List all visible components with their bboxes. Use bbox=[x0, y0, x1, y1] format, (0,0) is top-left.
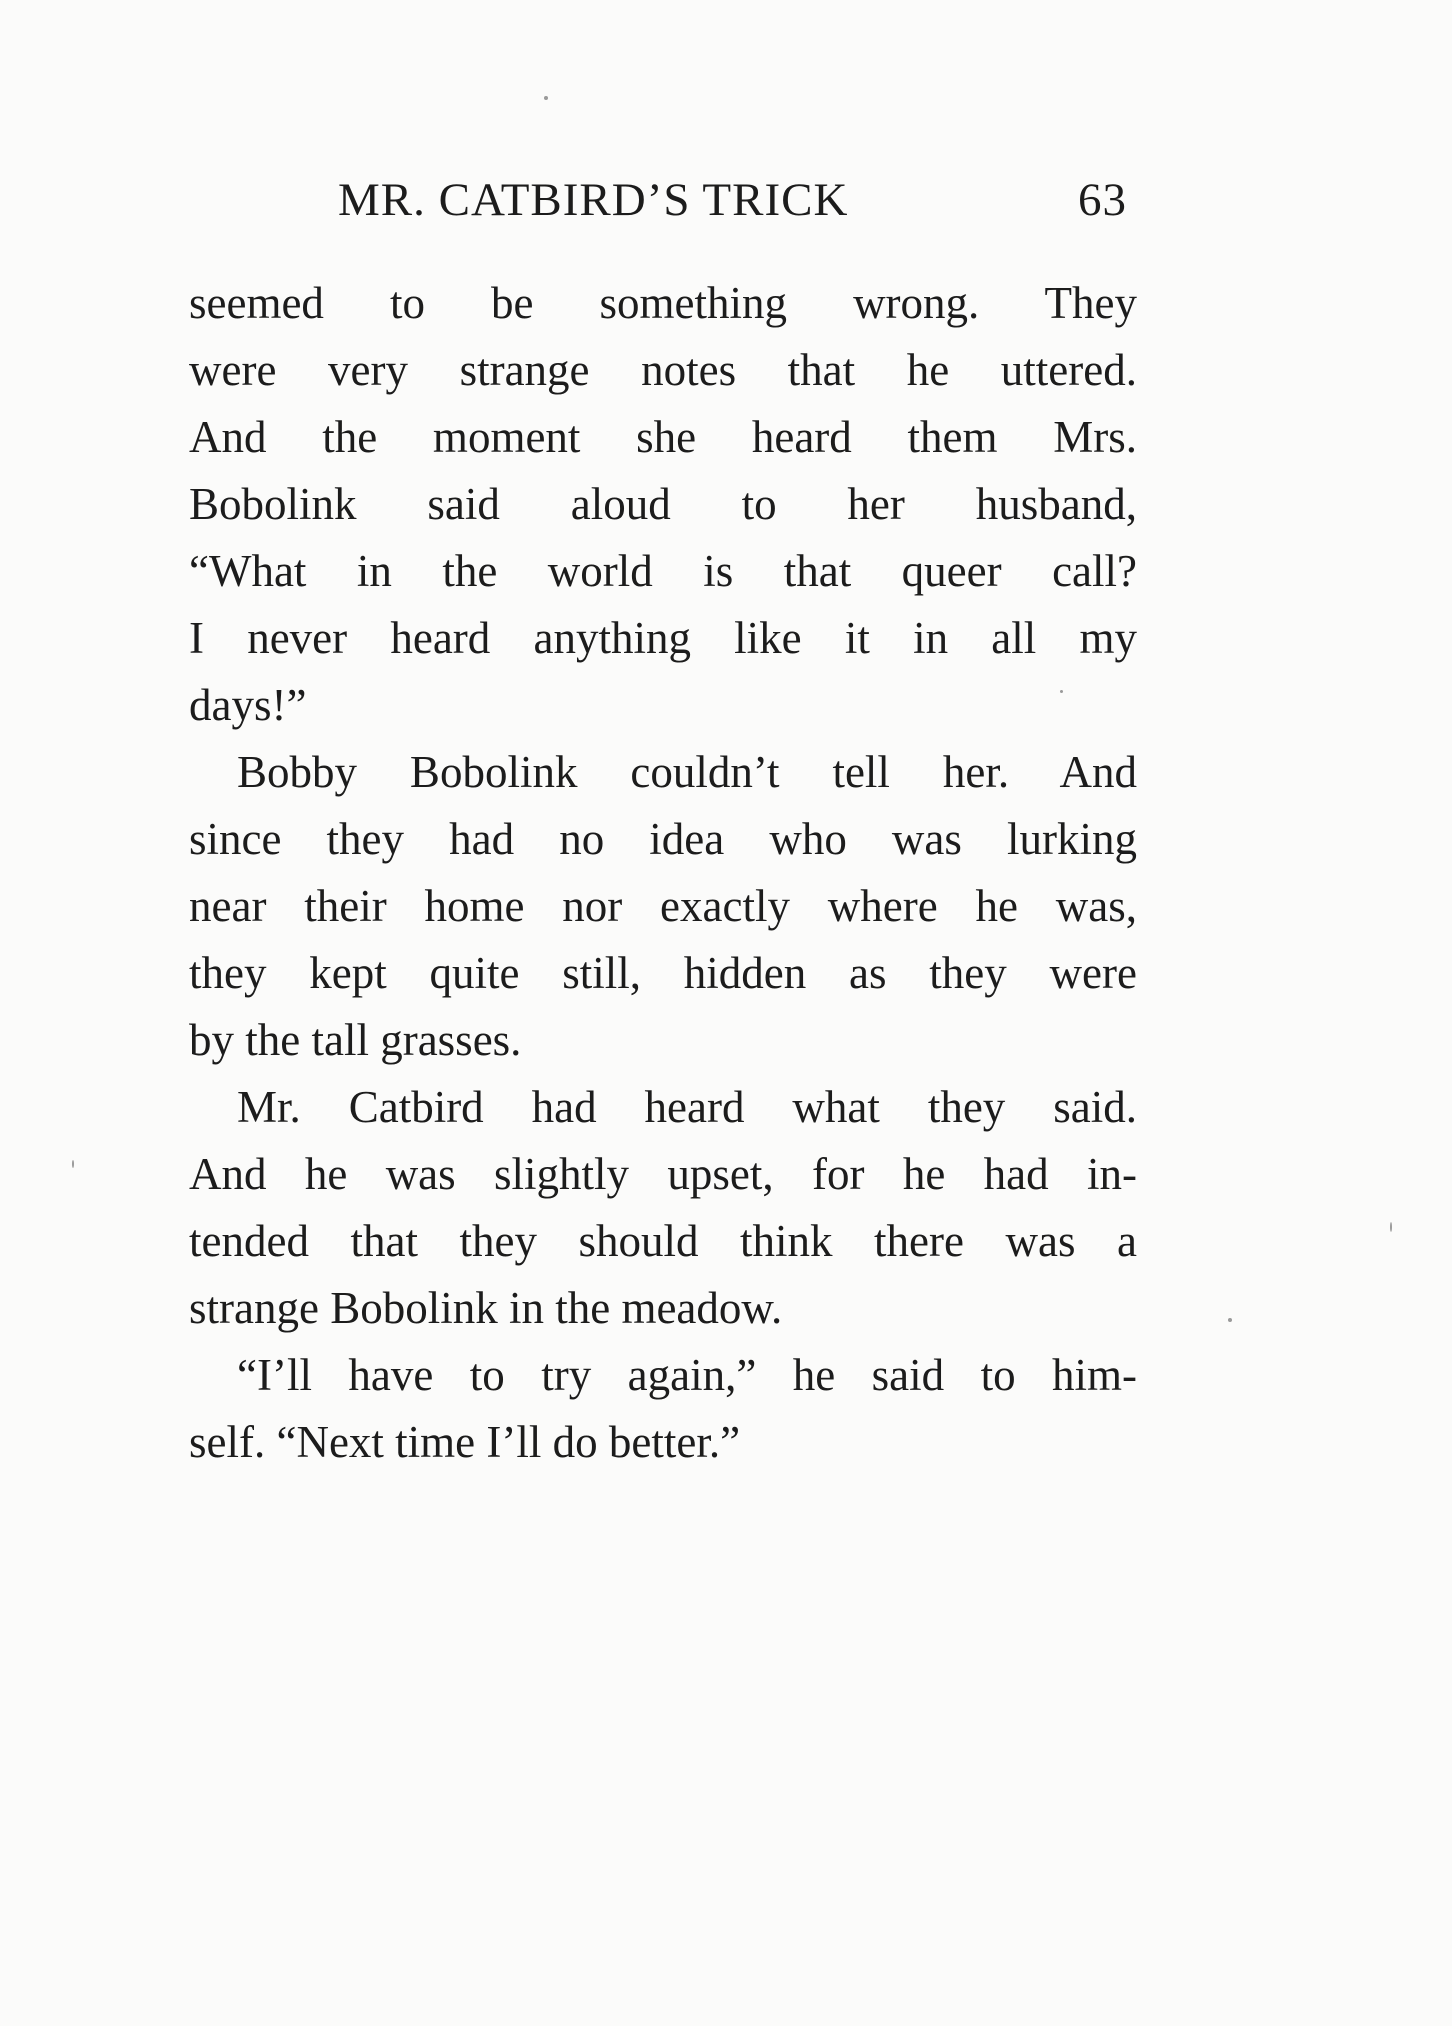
running-head bbox=[338, 170, 1138, 230]
text-line: Bobolink said aloud to her husband, bbox=[189, 479, 1137, 529]
running-title: MR. CATBIRD’S TRICK bbox=[338, 174, 849, 226]
text-line: “What in the world is that queer call? bbox=[189, 546, 1137, 596]
text-line: they kept quite still, hidden as they were bbox=[189, 948, 1137, 998]
text-line: seemed to be something wrong. They bbox=[189, 278, 1137, 328]
text-line: And the moment she heard them Mrs. bbox=[189, 412, 1137, 462]
scan-speck bbox=[72, 1160, 74, 1168]
scan-speck bbox=[1228, 1318, 1232, 1322]
page-number: 63 bbox=[1078, 174, 1127, 226]
text-line: “I’ll have to try again,” he said to him- bbox=[237, 1350, 1137, 1400]
text-line: tended that they should think there was a bbox=[189, 1216, 1137, 1266]
text-line: self. “Next time I’ll do better.” bbox=[189, 1417, 741, 1467]
body-text bbox=[189, 270, 1137, 1476]
text-line: Mr. Catbird had heard what they said. bbox=[237, 1082, 1137, 1132]
text-line: were very strange notes that he uttered. bbox=[189, 345, 1137, 395]
scan-speck bbox=[1390, 1222, 1392, 1232]
text-line: days!” bbox=[189, 680, 307, 730]
text-line: And he was slightly upset, for he had in- bbox=[189, 1149, 1137, 1199]
text-line: near their home nor exactly where he was, bbox=[189, 881, 1137, 931]
text-line: strange Bobolink in the meadow. bbox=[189, 1283, 783, 1333]
text-line: Bobby Bobolink couldn’t tell her. And bbox=[237, 747, 1137, 797]
text-line: since they had no idea who was lurking bbox=[189, 814, 1137, 864]
text-line: by the tall grasses. bbox=[189, 1015, 522, 1065]
scan-speck bbox=[1060, 690, 1063, 693]
scan-speck bbox=[544, 96, 548, 100]
text-line: I never heard anything like it in all my bbox=[189, 613, 1137, 663]
